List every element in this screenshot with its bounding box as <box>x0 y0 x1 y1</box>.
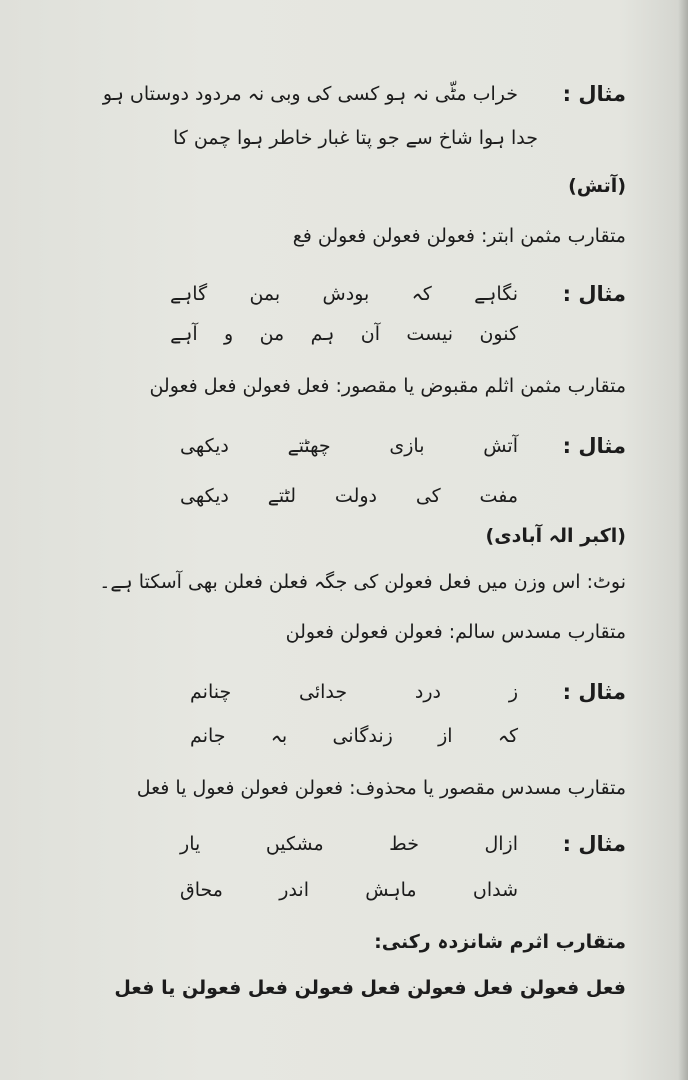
verse-word: کہ <box>411 283 432 305</box>
verse-word: چنانم <box>190 681 232 703</box>
verse-word: زندگانی <box>332 725 393 747</box>
verse-line <box>180 432 518 460</box>
example-label: مثال : <box>562 282 626 306</box>
poet-name: (آتش) <box>568 175 626 197</box>
verse-line: جدا ہوا شاخ سے جو پتا غبار خاطر ہوا چمن کا <box>172 127 538 149</box>
verse-word: من <box>259 323 285 345</box>
verse-line <box>180 876 518 904</box>
verse-line <box>190 722 518 750</box>
example-label: مثال : <box>562 434 626 458</box>
verse-word: بازی <box>389 435 425 457</box>
verse-word: بودش <box>322 283 370 305</box>
verse-word: اندر <box>279 879 309 901</box>
meter-heading: متقارب اثرم شانزدہ رکنی: <box>374 931 626 953</box>
verse-word: کنون <box>479 323 518 345</box>
verse-word: دیکھی <box>180 435 229 457</box>
verse-word: آتش <box>483 435 518 457</box>
verse-line <box>190 678 518 706</box>
verse-line: خراب مٹّی نہ ہو کسی کی وبی نہ مردود دوستاں ہو <box>102 83 518 105</box>
verse-word: دیکھی <box>180 485 229 507</box>
verse-word: نیست <box>406 323 454 345</box>
verse-word: محاق <box>180 879 223 901</box>
verse-word: لٹتے <box>267 485 297 507</box>
verse-word: آہے <box>170 323 198 345</box>
verse-word: بمن <box>249 283 281 305</box>
note-text: نوٹ: اس وزن میں فعل فعولن کی جگہ فعلن فعلن بھی آسکتا ہے۔ <box>99 571 626 593</box>
example-label: مثال : <box>562 82 626 106</box>
verse-word: خط <box>389 833 419 855</box>
verse-word: چھٹتے <box>287 435 331 457</box>
verse-word: ازال <box>484 833 518 855</box>
verse-word: ماہش <box>365 879 417 901</box>
verse-word: کی <box>415 485 441 507</box>
example-label: مثال : <box>562 680 626 704</box>
verse-word: دولت <box>334 485 377 507</box>
verse-line <box>170 320 518 348</box>
verse-word: ہم <box>310 323 335 345</box>
verse-word: آن <box>360 323 381 345</box>
verse-line <box>180 482 518 510</box>
verse-word: مشکیں <box>265 833 324 855</box>
verse-word: از <box>438 725 453 747</box>
verse-word: و <box>224 323 234 345</box>
meter-heading: متقارب مثمن اثلم مقبوض یا مقصور: فعل فعولن فعل فعولن <box>149 375 626 397</box>
meter-formula: فعل فعولن فعل فعولن فعل فعولن فعل فعولن یا فعل <box>114 977 626 999</box>
meter-heading: متقارب مسدس مقصور یا محذوف: فعولن فعولن فعول یا فعل <box>136 777 626 799</box>
verse-word: نگاہے <box>474 283 518 305</box>
meter-heading: متقارب مسدس سالم: فعولن فعولن فعولن <box>285 621 626 643</box>
verse-line <box>180 830 518 858</box>
verse-word: درد <box>414 681 442 703</box>
verse-line <box>170 280 518 308</box>
verse-word: جدائی <box>299 681 348 703</box>
verse-word: جانم <box>190 725 226 747</box>
verse-word: یار <box>180 833 201 855</box>
meter-heading: متقارب مثمن ابتر: فعولن فعولن فعولن فع <box>292 225 626 247</box>
verse-word: ز <box>508 681 518 703</box>
verse-word: بہ <box>270 725 288 747</box>
verse-word: کہ <box>497 725 518 747</box>
poet-name: (اکبر الہ آبادی) <box>485 525 626 547</box>
verse-word: مفت <box>479 485 518 507</box>
example-label: مثال : <box>562 832 626 856</box>
verse-word: گاہے <box>170 283 208 305</box>
verse-word: شداں <box>472 879 518 901</box>
